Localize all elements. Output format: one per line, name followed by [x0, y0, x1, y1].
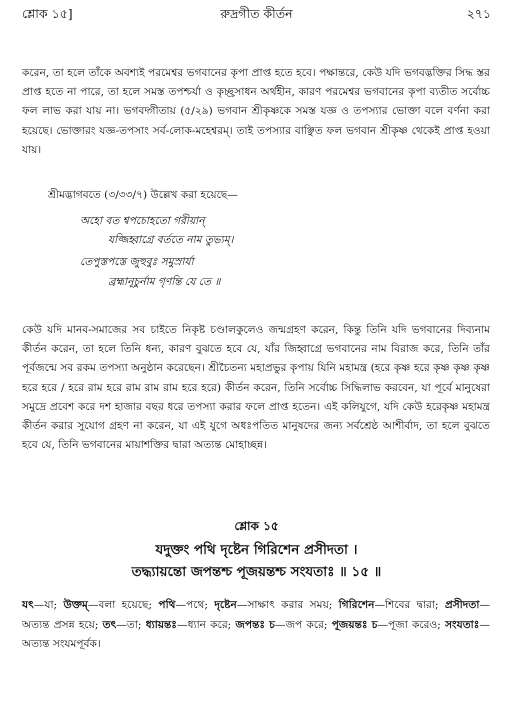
synonym-word: ধ্যায়ন্তঃ — [145, 618, 177, 631]
synonym-word: চ — [371, 618, 378, 631]
quoted-verse-line-4: ব্রহ্মানূচুর্নাম গৃণন্তি যে তে ॥ — [108, 276, 221, 288]
synonym-meaning: —পথে; — [175, 599, 215, 611]
synonym-word: পূজয়ন্তঃ — [331, 618, 368, 631]
shloka-line-2: তদ্ধ্যায়ন্তো জপন্তশ্চ পূজয়ন্তশ্চ সংযতাঃ ॥ ১৫ ॥ — [131, 564, 382, 580]
synonym-word: তৎ — [102, 618, 117, 631]
synonym-meaning: —সাক্ষাৎ করার সময়; — [236, 599, 339, 611]
synonym-meaning: —শিবের দ্বারা; — [374, 599, 445, 611]
synonym-meaning: —পূজা করেও; — [377, 618, 446, 631]
synonym-word: পথি — [158, 599, 176, 611]
quoted-verse-line-3: তেপুস্তপস্তে জুহুবুঃ সমুস্রার্যা — [80, 256, 194, 268]
synonym-word: জপন্তঃ — [235, 618, 266, 631]
synonym-word: গিরিশেন — [338, 599, 375, 611]
synonym-word: দৃষ্টেন — [214, 599, 237, 611]
shloka-number: শ্লোক ১৫ — [234, 519, 279, 533]
synonym-meaning: —তা; — [116, 618, 146, 631]
synonym-word: প্রসীদতা — [444, 599, 480, 611]
synonym-meaning: —ধ্যান করে; — [176, 618, 236, 631]
synonyms-block — [22, 596, 490, 655]
synonym-meaning: —বলা হয়েছে; — [87, 599, 159, 611]
header-chapter-title: রুদ্রগীত কীর্তন — [220, 6, 293, 21]
citation-intro: শ্রীমদ্ভাগবতে (৩/৩৩/৭) উল্লেখ করা হয়েছে— — [48, 189, 238, 201]
running-header — [22, 6, 491, 24]
synonym-meaning: —অত্যন্ত প্রসন্ন হয়ে; — [22, 599, 490, 631]
synonym-meaning: —জপ করে; — [274, 618, 332, 631]
synonym-meaning: —যা; — [33, 599, 64, 611]
quoted-verse-line-1: অহো বত শ্বপচোহতো গরীয়ান্ — [80, 215, 205, 227]
synonym-word: সংযতাঃ — [445, 618, 480, 631]
synonym-word: চ — [269, 618, 275, 631]
synonym-word: যৎ — [22, 599, 34, 611]
purport-paragraph-2: কেউ যদি মানব-সমাজের সব চাইতে নিকৃষ্ট চণ্ডালকুলেও জন্মগ্রহণ করেন, কিন্তু তিনি যদি ভগবানের দিব্যনাম কীর্তন করেন, তা হলে তিনি ধন্য, কারণ বুঝতে হবে যে, যাঁর জিহ্বাগ্রে ভগবানের নাম বিরাজ করে, তিনি তাঁর পূর্বজন্মে সব রকম তপস্যা অনুষ্ঠান করেছেন। শ্রীচৈতন্য মহাপ্রভুর কৃপায় যিনি মহামন্ত্র (হরে কৃষ্ণ হরে কৃষ্ণ কৃষ্ণ কৃষ্ণ হরে হরে / হরে রাম হরে রাম রাম রাম হরে হরে) কীর্তন করেন, তিনি সর্বোচ্চ সিদ্ধিলাভ করবেন, যা পূর্বে মানুষেরা সমুদ্রে প্রবেশ করে দশ হাজার বছর ধরে তপস্যা করার ফলে প্রাপ্ত হতেন। এই কলিযুগে, যদি কেউ হরেকৃষ্ণ মহামন্ত্র কীর্তন করার সুযোগ গ্রহণ না করেন, যা এই যুগে অধঃপতিত মানুষদের জন্য সর্বশ্রেষ্ঠ আশীর্বাদ, তা হলে বুঝতে হবে যে, তিনি ভগবানের মায়াশক্তির দ্বারা অত্যন্ত মোহাচ্ছন্ন। — [22, 324, 490, 452]
synonym-meaning: —অত্যন্ত সংযমপূর্বক। — [22, 618, 490, 650]
header-verse-ref: শ্লোক ১৫] — [22, 6, 73, 21]
page-number: ২৭১ — [466, 6, 491, 21]
shloka-line-1: যদুক্তং পথি দৃষ্টেন গিরিশেন প্রসীদতা । — [155, 542, 358, 558]
synonym-word: উক্তম্ — [63, 599, 88, 611]
quoted-verse-line-2: যজ্জিহ্বাগ্রে বর্ততে নাম তুভ্যম্। — [108, 234, 234, 246]
purport-paragraph-1: করেন, তা হলে তাঁকে অবশ্যই পরমেশ্বর ভগবানের কৃপা প্রাপ্ত হতে হবে। পক্ষান্তরে, কেউ যদি ভগবদ্ভক্তির সিদ্ধ স্তর প্রাপ্ত হতে না পারে, তা হলে সমস্ত তপশ্চর্যা ও কৃচ্ছ্রসাধন অর্থহীন, কারণ পরমেশ্বর ভগবানের কৃপা ব্যতীত সর্বোচ্চ ফল লাভ করা যায় না। ভগবদ্গীতায় (৫/২৯) ভগবান শ্রীকৃষ্ণকে সমস্ত যজ্ঞ ও তপস্যার ভোক্তা বলে বর্ণনা করা হয়েছে। ভোক্তারং যজ্ঞ-তপসাং সর্ব-লোক-মহেশ্বরম্। তাই তপস্যার বাঞ্ছিত ফল ভগবান শ্রীকৃষ্ণ থেকেই প্রাপ্ত হওয়া যায়। — [22, 67, 490, 156]
